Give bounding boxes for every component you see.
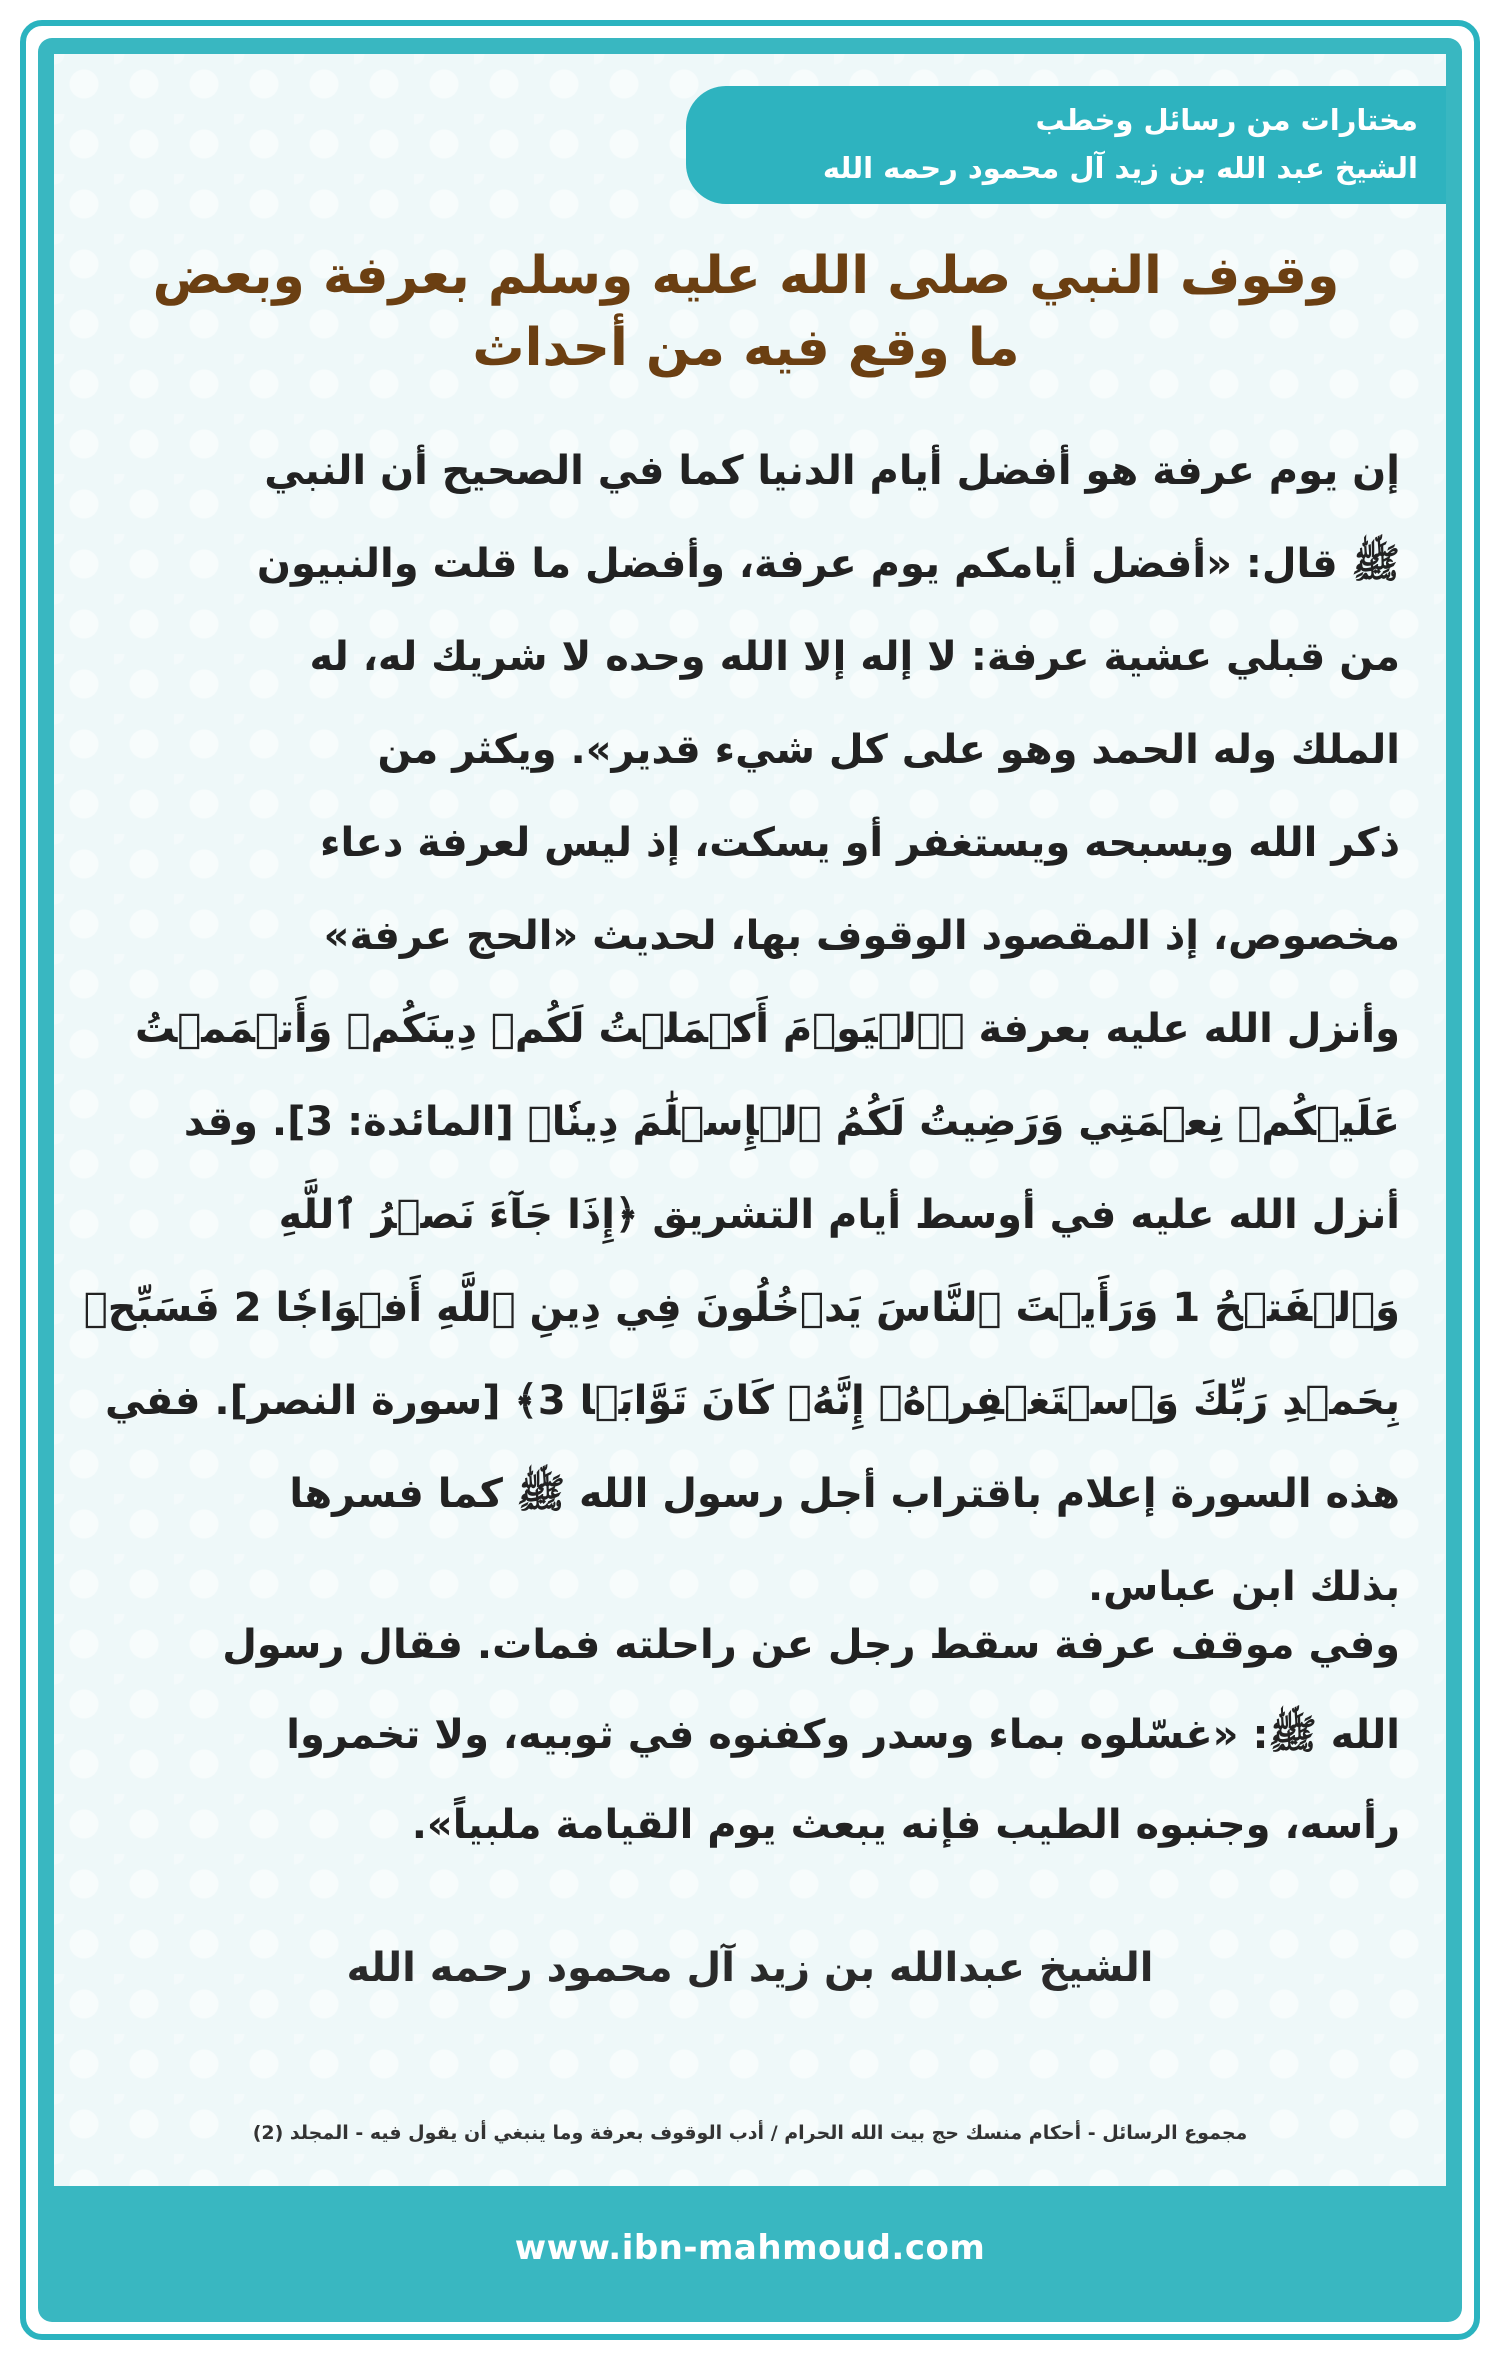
body-line: إن يوم عرفة هو أفضل أيام الدنيا كما في الصحيح أن النبي bbox=[264, 448, 1400, 494]
body-line: وفي موقف عرفة سقط رجل عن راحلته فمات. فقال رسول bbox=[222, 1622, 1400, 1668]
body-line: بذلك ابن عباس. bbox=[1087, 1564, 1400, 1610]
website-link[interactable]: www.ibn-mahmoud.com bbox=[514, 2228, 986, 2268]
body-line: بِحَمۡدِ رَبِّكَ وَٱسۡتَغۡفِرۡهُۚ إِنَّهُۥ كَانَ تَوَّابَۢا 3﴾ [سورة النصر]. ففي bbox=[105, 1378, 1400, 1424]
title-line-1: وقوف النبي صلى الله عليه وسلم بعرفة وبعض bbox=[152, 246, 1340, 306]
author-signature: الشيخ عبدالله بن زيد آل محمود رحمه الله bbox=[346, 1945, 1154, 1991]
body-line: عَلَيۡكُمۡ نِعۡمَتِي وَرَضِيتُ لَكُمُ ٱلۡإِسۡلَٰمَ دِينٗا﴾ [المائدة: 3]. وقد bbox=[183, 1099, 1400, 1145]
body-line: أنزل الله عليه في أوسط أيام التشريق ﴿إِذَا جَآءَ نَصۡرُ ٱللَّهِ bbox=[278, 1192, 1400, 1238]
body-line: الملك وله الحمد وهو على كل شيء قدير». ويكثر من bbox=[377, 727, 1400, 773]
body-line: وأنزل الله عليه بعرفة ﴿ٱلۡيَوۡمَ أَكۡمَلۡتُ لَكُمۡ دِينَكُمۡ وَأَتۡمَمۡتُ bbox=[134, 1006, 1400, 1052]
body-paragraph-1 bbox=[83, 425, 1400, 1634]
body-line: مخصوص، إذ المقصود الوقوف بها، لحديث «الحج عرفة» bbox=[323, 913, 1400, 959]
body-line: الله ﷺ: «غسّلوه بماء وسدر وكفنوه في ثوبيه، ولا تخمروا bbox=[286, 1712, 1400, 1758]
body-line: وَٱلۡفَتۡحُ 1 وَرَأَيۡتَ ٱلنَّاسَ يَدۡخُلُونَ فِي دِينِ ٱللَّهِ أَفۡوَاجٗا 2 فَسَبِّحۡ bbox=[83, 1285, 1400, 1331]
body-line: رأسه، وجنبوه الطيب فإنه يبعث يوم القيامة ملبياً». bbox=[411, 1802, 1400, 1848]
body-line: ذكر الله ويسبحه ويستغفر أو يسكت، إذ ليس لعرفة دعاء bbox=[320, 820, 1400, 866]
header-line-2: الشيخ عبد الله بن زيد آل محمود رحمه الله bbox=[822, 151, 1418, 185]
body-line: من قبلي عشية عرفة: لا إله إلا الله وحده لا شريك له، له bbox=[309, 634, 1400, 680]
source-citation: مجموع الرسائل - أحكام منسك حج بيت الله الحرام / أدب الوقوف بعرفة وما ينبغي أن يقول فيه - المجلد (2) bbox=[252, 2122, 1248, 2144]
page-title bbox=[96, 240, 1396, 384]
footer-bar bbox=[54, 2192, 1446, 2304]
header-line-1: مختارات من رسائل وخطب bbox=[1035, 103, 1418, 137]
title-line-2: ما وقع فيه من أحداث bbox=[472, 318, 1020, 378]
body-line: ﷺ قال: «أفضل أيامكم يوم عرفة، وأفضل ما قلت والنبيون bbox=[256, 541, 1400, 587]
body-line: هذه السورة إعلام باقتراب أجل رسول الله ﷺ كما فسرها bbox=[289, 1471, 1400, 1517]
body-paragraph-2 bbox=[110, 1600, 1400, 1870]
header-tab bbox=[686, 86, 1446, 204]
